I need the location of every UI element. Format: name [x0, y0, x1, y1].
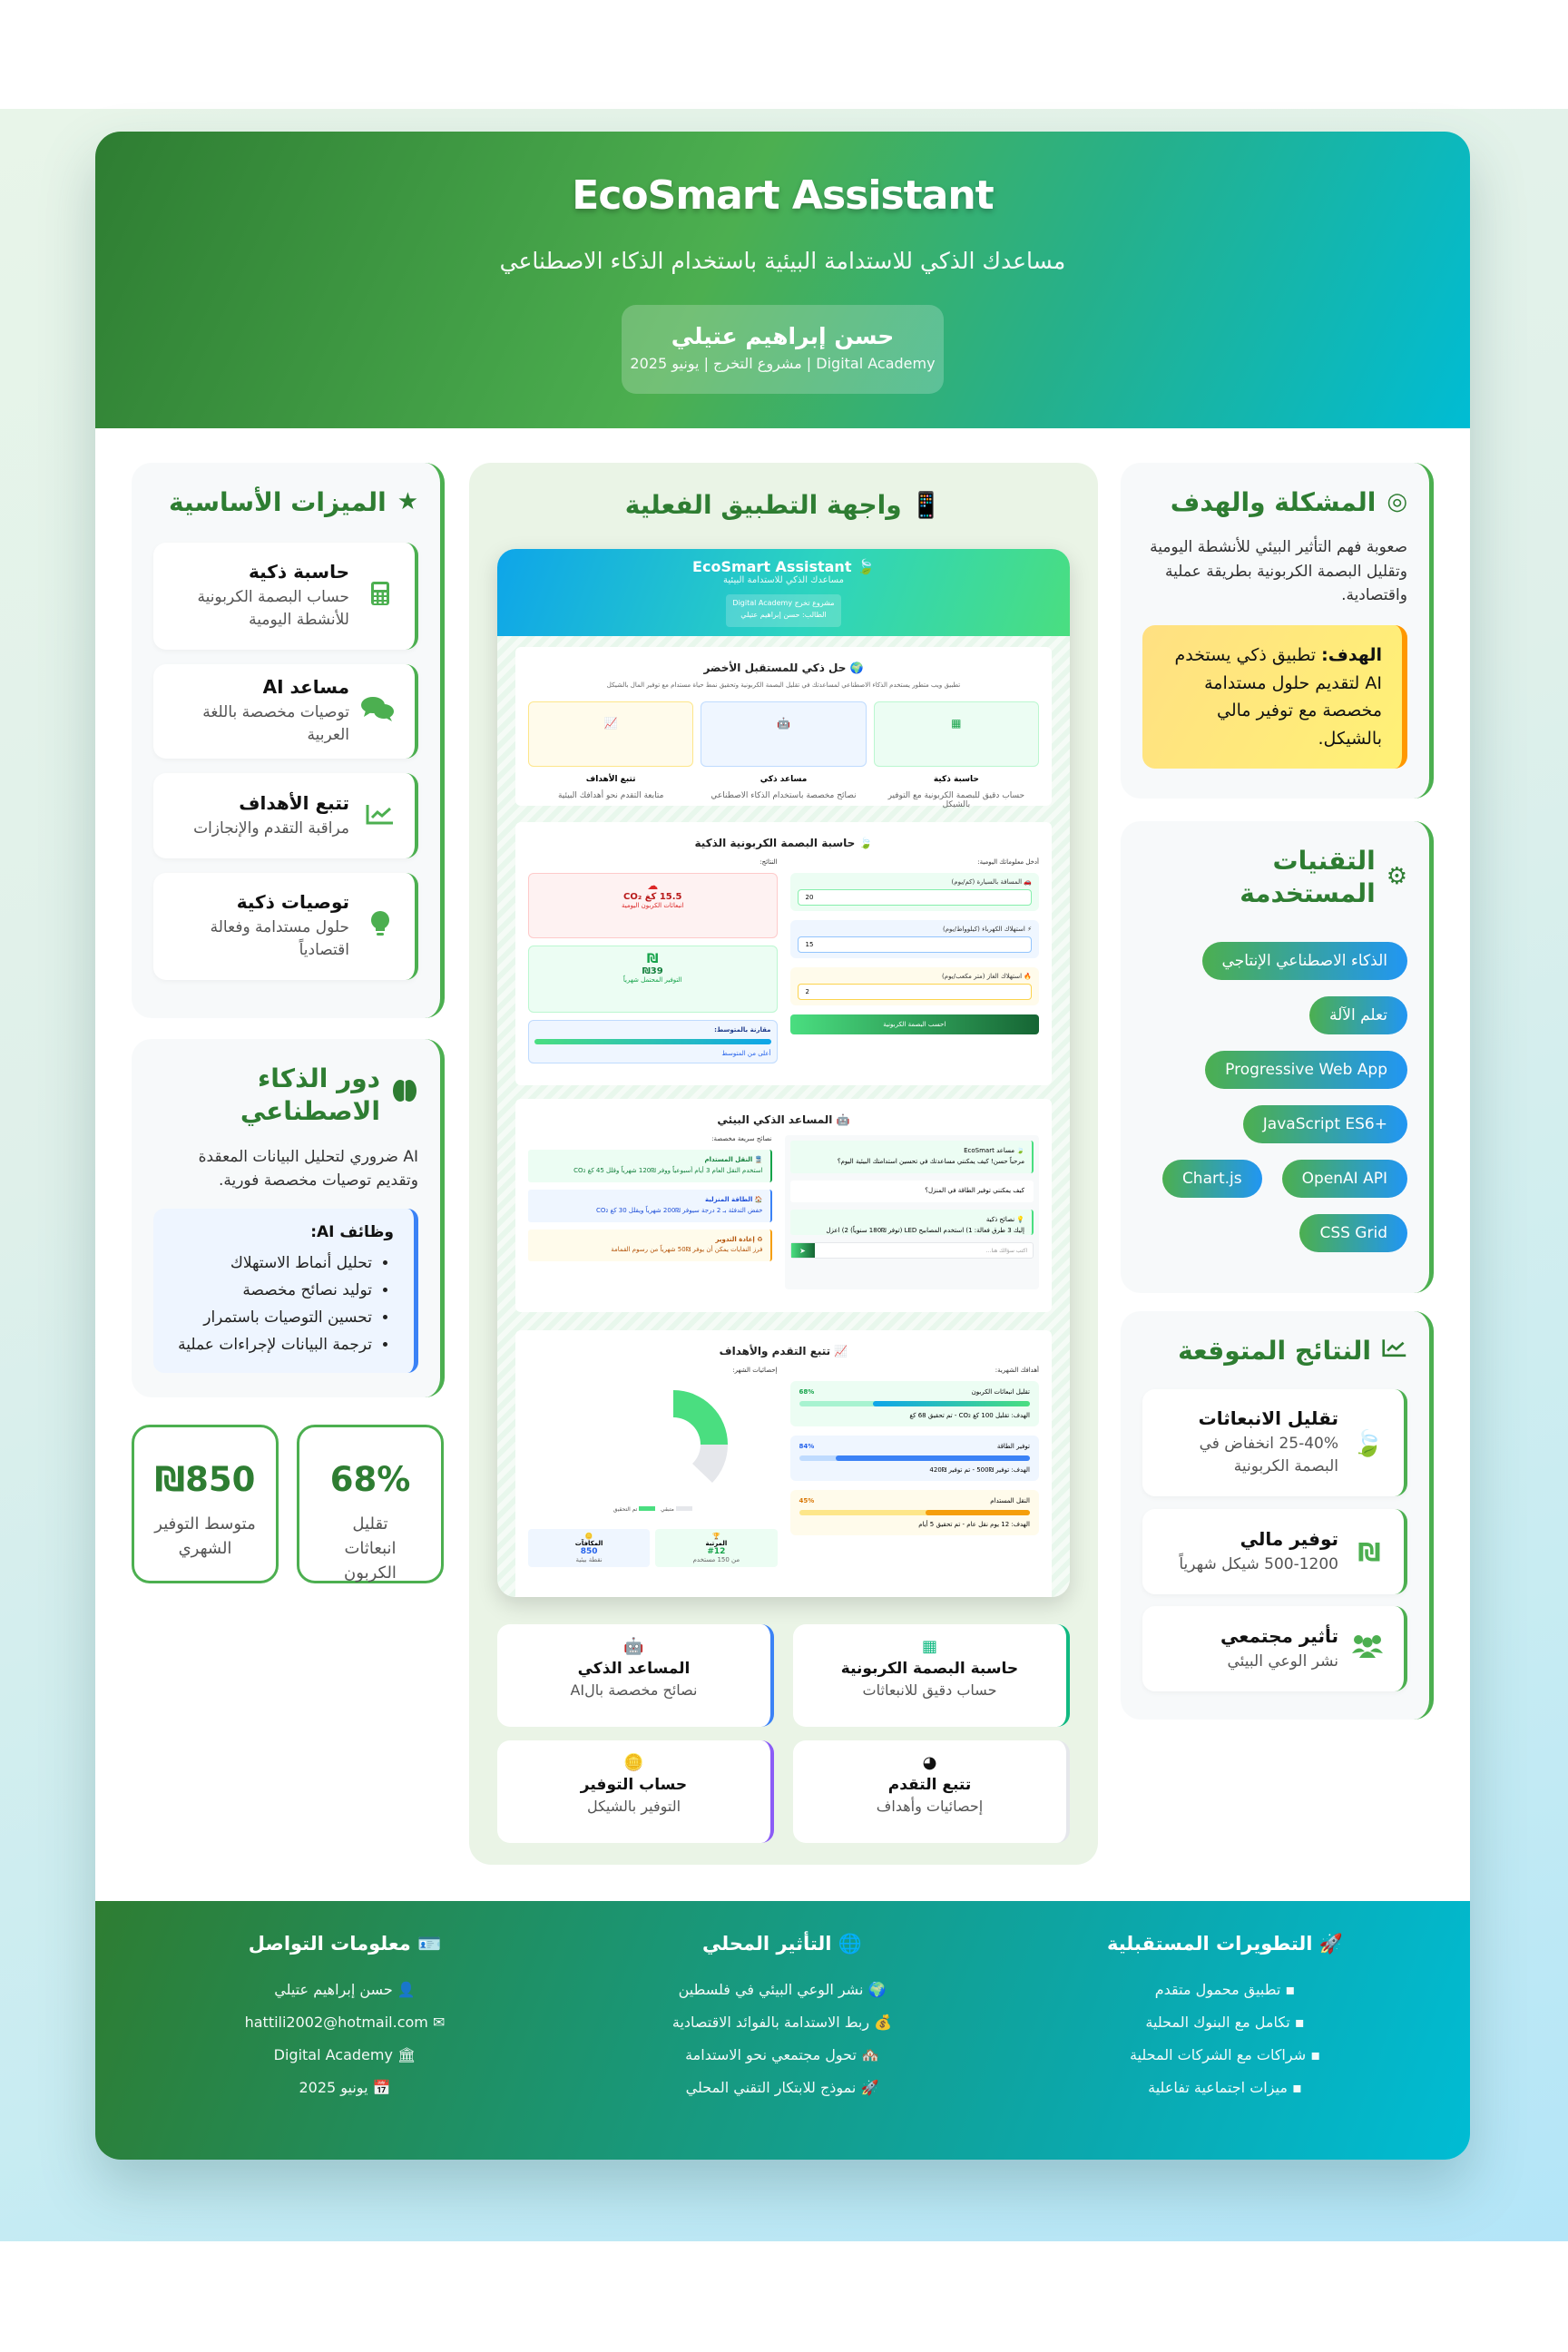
- contact-org: Digital Academy: [273, 2046, 393, 2063]
- ai-function-item: • توليد نصائح مخصصة: [173, 1278, 372, 1305]
- intro-card-goals[interactable]: 📈 تتبع الأهداف متابعة التقدم نحو أهدافك البيئية: [528, 701, 693, 767]
- feature-item: [153, 773, 418, 858]
- calc-results-title: النتائج:: [760, 858, 778, 866]
- car-distance-input[interactable]: 20: [798, 889, 1033, 906]
- globe-icon: 🌐: [838, 1933, 862, 1955]
- car-icon: 🚗: [1024, 878, 1032, 886]
- header: [95, 132, 1470, 428]
- feature-title: مساعد AI: [262, 676, 349, 699]
- feature-title: تتبع الأهداف: [239, 791, 349, 814]
- feature-title: توصيات ذكية: [236, 891, 349, 914]
- rank-card: 🏆 المرتبة #12 من 150 مستخدم: [655, 1529, 777, 1567]
- smog-icon: ☁: [647, 879, 659, 892]
- app-interface-title: 📱 واجهة التطبيق الفعلية: [624, 490, 943, 520]
- calendar-icon: 📅: [372, 2079, 391, 2096]
- globe-icon: 🌍: [849, 662, 864, 674]
- calculator-icon: ▦: [951, 717, 962, 730]
- feature-desc: توصيات مخصصة باللغة العربية: [202, 703, 349, 744]
- feature-desc: حساب البصمة الكربونية للأنشطة اليومية: [197, 588, 349, 629]
- star-icon: ★: [397, 488, 418, 516]
- electricity-input[interactable]: 15: [798, 936, 1033, 953]
- calculator-icon: ▦: [921, 1637, 937, 1656]
- goal-text: تطبيق ذكي يستخدم AI لتقديم حلول مستدامة مخصصة مع توفير مالي بالشيكل.: [1174, 645, 1382, 749]
- tip-recycling: ♻ إعادة التدوير فرز النفايات يمكن أن يوفر ₪50 شهرياً من رسوم القمامة: [528, 1230, 772, 1262]
- feature-title: حاسبة ذكية: [248, 561, 349, 583]
- footer-contact: 🪪 معلومات التواصل 👤 حسن إبراهيم عتيلي ✉ hattili2002@hotmail.com 🏛 Digital Academy 📅 يونيو 2025: [244, 1933, 446, 2096]
- tech-chip: CSS Grid: [1299, 1214, 1407, 1252]
- footer-future: 🚀 التطويرات المستقبلية ▪ تطبيق محمول متقدم ▪ تكامل مع البنوك المحلية ▪ شراكات مع الشركات المحلية ▪ ميزات اجتماعية تفاعلية: [1107, 1933, 1343, 2096]
- student-badge: [622, 305, 944, 394]
- chat-input[interactable]: اكتب سؤالك هنا...: [985, 1247, 1027, 1254]
- stat-card-emissions: [297, 1425, 444, 1583]
- bolt-icon: ⚡: [1027, 926, 1032, 933]
- card-savings[interactable]: 🪙 حساب التوفير التوفير بالشيكل: [497, 1740, 774, 1843]
- stats-title: إحصائيات الشهر:: [732, 1367, 778, 1374]
- fire-icon: 🔥: [1024, 973, 1032, 980]
- chart-legend: متبقي تم التحقيق: [528, 1506, 778, 1513]
- card-carbon-calculator[interactable]: ▦ حاسبة البصمة الكربونية حساب دقيق للانبعاثات: [793, 1624, 1070, 1727]
- brain-icon: [391, 1077, 418, 1113]
- leaf-icon: 🍃: [857, 558, 875, 575]
- savings-result: ₪ ₪39 التوفير المحتمل شهرياً: [528, 946, 778, 1013]
- gas-input[interactable]: 2: [798, 984, 1033, 1000]
- calculator-icon: [366, 581, 395, 612]
- comments-icon: [366, 695, 395, 729]
- app-intro-text: تطبيق ويب متطور يستخدم الذكاء الاصطناعي لمساعدتك في تقليل البصمة الكربونية وتحقيق نمط حياة مستدام مع توفير المال بالشيكل: [606, 681, 961, 689]
- goals-title: أهدافك الشهرية:: [995, 1367, 1039, 1374]
- tech-panel: [1121, 821, 1434, 1293]
- page-subtitle: مساعدك الذكي للاستدامة البيئية باستخدام الذكاء الاصطناعي: [499, 248, 1066, 274]
- contact-date: يونيو 2025: [299, 2079, 368, 2096]
- doughnut-chart: [569, 1381, 778, 1499]
- page-title: EcoSmart Assistant: [572, 172, 994, 219]
- chart-line-icon: [1382, 1336, 1407, 1367]
- stat-value: ₪850: [154, 1460, 256, 1499]
- stat-label: متوسط التوفير الشهري: [154, 1514, 256, 1558]
- features-title: الميزات الأساسية: [169, 487, 387, 517]
- coins-icon: 🪙: [584, 1533, 593, 1540]
- goal-transport: النقل المستدام 45% الهدف: 12 يوم نقل عام - تم تحقيق 5 أيام: [790, 1490, 1040, 1535]
- tech-chip: Chart.js: [1162, 1160, 1262, 1198]
- chat-message-bot: 💡 نصائح ذكية إليك 3 طرق فعالة: 1) استخدم المصابيح LED (توفر ₪180 سنوياً) 2) اعزل: [790, 1210, 1034, 1235]
- chart-line-icon: 📈: [603, 717, 618, 730]
- chart-line-icon: 📈: [834, 1345, 848, 1357]
- features-panel: [132, 463, 445, 1018]
- ai-functions-box: [153, 1209, 418, 1373]
- ai-role-title: دور الذكاء الاصطناعي: [240, 1063, 380, 1127]
- feature-desc: حلول مستدامة وفعالة اقتصادياً: [210, 918, 349, 959]
- stat-label: تقليل انبعاثات الكربون: [344, 1514, 397, 1583]
- compare-box: مقارنة بالمتوسط: أعلى من المتوسط: [528, 1020, 778, 1063]
- leaf-icon: 🍃: [858, 837, 873, 849]
- stat-card-savings: [132, 1425, 279, 1583]
- tech-chip: JavaScript ES6+: [1243, 1105, 1407, 1143]
- results-title: النتائج المتوقعة: [1178, 1336, 1371, 1366]
- electricity-field: ⚡ استهلاك الكهرباء (كيلوواط/يوم) 15: [790, 920, 1040, 958]
- student-meta: Digital Academy | مشروع التخرج | يونيو 2025: [630, 355, 936, 372]
- rocket-icon: 🚀: [1318, 1933, 1343, 1955]
- car-distance-field: 🚗 المسافة بالسيارة (كم/يوم) 20: [790, 873, 1040, 911]
- chart-pie-icon: ◕: [922, 1753, 937, 1772]
- goal-label: الهدف:: [1321, 645, 1382, 666]
- robot-icon: 🤖: [623, 1637, 644, 1656]
- intro-card-calculator[interactable]: ▦ حاسبة ذكية حساب دقيق للبصمة الكربونية مع التوفير بالشيكل: [874, 701, 1039, 767]
- goal-box: [1142, 625, 1407, 769]
- ai-function-item: • تحسين التوصيات باستمرار: [173, 1305, 372, 1332]
- ai-function-item: • ترجمة البيانات لإجراءات عملية: [173, 1332, 372, 1359]
- results-panel: [1121, 1311, 1434, 1720]
- gas-field: 🔥 استهلاك الغاز (متر مكعب/يوم) 2: [790, 967, 1040, 1005]
- feature-item: [153, 543, 418, 650]
- ai-function-item: • تحليل أنماط الاستهلاك: [173, 1250, 372, 1278]
- send-button[interactable]: ➤: [791, 1243, 815, 1258]
- emissions-result: ☁ 15.5 كغ CO₂ انبعاثات الكربون اليومية: [528, 873, 778, 938]
- chat-message-user: كيف يمكنني توفير الطاقة في المنزل؟: [790, 1181, 1034, 1202]
- id-card-icon: 🪪: [417, 1933, 442, 1955]
- intro-card-assistant[interactable]: 🤖 مساعد ذكي نصائح مخصصة باستخدام الذكاء الاصطناعي: [701, 701, 866, 767]
- student-name: حسن إبراهيم عتيلي: [671, 323, 895, 349]
- mobile-icon: 📱: [910, 490, 943, 520]
- robot-icon: 🤖: [777, 717, 790, 730]
- lightbulb-icon: [366, 910, 395, 944]
- ai-role-text: AI ضروري لتحليل البيانات المعقدة وتقديم توصيات مخصصة فورية.: [198, 1147, 418, 1191]
- shekel-icon: ₪: [646, 952, 659, 966]
- problem-title: المشكلة والهدف: [1170, 487, 1377, 517]
- calculate-button[interactable]: احسب البصمة الكربونية: [790, 1014, 1040, 1034]
- goal-carbon: تقليل انبعاثات الكربون 68% الهدف: تقليل 100 كغ CO₂ - تم تحقيق 68 كغ: [790, 1381, 1040, 1426]
- leaf-icon: 🍃: [1352, 1427, 1384, 1458]
- trophy-icon: 🏆: [712, 1533, 720, 1540]
- university-icon: 🏛: [397, 2046, 416, 2063]
- app-header: [497, 549, 1070, 636]
- app-title: EcoSmart Assistant: [692, 558, 852, 575]
- tech-chip: تعلم الآلة: [1309, 996, 1407, 1034]
- app-interface-panel: [469, 463, 1098, 1865]
- user-icon: 👤: [397, 1981, 416, 1998]
- robot-icon: 🤖: [836, 1113, 850, 1126]
- app-progress-section: 📈 تتبع التقدم والأهداف أهدافك الشهرية: تقليل انبعاثات الكربون 68% الهدف: تقليل 100 كغ CO₂ - تم تحقيق 68 كغ توفير الطاقة 84% الهدف: توفير ₪500 - تم توفير ₪420 النقل المستدام 45% الهدف: 12 يوم نقل عام - تم تحقيق 5 أيام إحصائيات الشهر: متبقي تم التحقيق 🏆 المرتبة #12 من 150 مستخدم 🪙 المكافآت 850 نقطة بيئية: [515, 1330, 1052, 1597]
- tech-title: التقنيات المستخدمة: [1240, 846, 1376, 909]
- stat-value: 68%: [329, 1460, 411, 1499]
- feature-desc: مراقبة التقدم والإنجازات: [193, 818, 349, 838]
- ai-functions-title: وظائف AI:: [310, 1223, 394, 1242]
- footer: [95, 1901, 1470, 2160]
- footer-impact: 🌐 التأثير المحلي 🌍 نشر الوعي البيئي في فلسطين 💰 ربط الاستدامة بالفوائد الاقتصادية 🏘️ تحول مجتمعي نحو الاستدامة 🚀 نموذج للابتكار التقني المحلي: [671, 1933, 893, 2096]
- shekel-icon: ₪: [1357, 1536, 1381, 1567]
- poster-card: [95, 132, 1470, 2160]
- coins-icon: 🪙: [623, 1753, 644, 1772]
- tech-chip: OpenAI API: [1282, 1160, 1407, 1198]
- app-screenshot: [497, 549, 1070, 1597]
- card-smart-assistant[interactable]: 🤖 المساعد الذكي نصائح مخصصة بالAI: [497, 1624, 774, 1727]
- tip-transport: 🚆 النقل المستدام استخدم النقل العام 3 أيام أسبوعياً ووفر ₪120 شهرياً وقلل 45 كغ CO₂: [528, 1150, 772, 1182]
- tech-chip: الذكاء الاصطناعي الإنتاجي: [1202, 942, 1407, 980]
- result-item: ₪ توفير مالي 500-1200 شيكل شهرياً: [1142, 1509, 1407, 1594]
- app-intro-section: 🌍 حل ذكي للمستقبل الأخضر تطبيق ويب متطور يستخدم الذكاء الاصطناعي لمساعدتك في تقليل البصمة الكربونية وتحقيق نمط حياة مستدام مع توفير المال بالشيكل ▦ حاسبة ذكية حساب دقيق للبصمة الكربونية مع التوفير بالشيكل 🤖 مساعد ذكي نصائح مخصصة باستخدام الذكاء الاصطناعي 📈 تتبع الأهداف متابعة التقدم نحو أهدافك البيئية: [515, 647, 1052, 806]
- envelope-icon: ✉: [432, 2014, 446, 2031]
- chat-message-bot: 🍃 مساعد EcoSmart مرحباً حسن! كيف يمكنني مساعدتك في تحسين استدامتك البيئية اليوم؟: [790, 1141, 1034, 1173]
- chart-line-icon: [366, 801, 395, 831]
- rewards-card: 🪙 المكافآت 850 نقطة بيئية: [528, 1529, 650, 1567]
- app-subtitle: مساعدك الذكي للاستدامة البيئية: [723, 575, 844, 585]
- calc-inputs-title: أدخل معلوماتك اليومية:: [977, 858, 1039, 866]
- chat-area: [785, 1135, 1040, 1289]
- tech-chip: Progressive Web App: [1205, 1051, 1407, 1089]
- app-assistant-section: 🤖 المساعد الذكي البيئي 🍃 مساعد EcoSmart مرحباً حسن! كيف يمكنني مساعدتك في تحسين استدامتك البيئية اليوم؟ كيف يمكنني توفير الطاقة في المنزل؟ 💡 نصائح ذكية إليك 3 طرق فعالة: 1) استخدم المصابيح LED (توفر ₪180 سنوياً) 2) اعزل اكتب سؤالك هنا... ➤ نصائح سريعة مخصصة: 🚆 النقل المستدام استخدم النقل العام 3 أيام أسبوعياً ووفر ₪120 شهرياً وقلل 45 كغ CO₂ 🏠 الطاقة المنزلية خفض التدفئة بـ 2 درجة سيوفر ₪200 شهرياً ويقلل 30 كغ CO₂ ♻ إعادة التدوير فرز النفايات يمكن أن يوفر ₪50 شهرياً من رسوم القمامة: [515, 1099, 1052, 1312]
- card-progress-tracking[interactable]: ◕ تتبع التقدم إحصائيات وأهداف: [793, 1740, 1070, 1843]
- cogs-icon: ⚙: [1386, 863, 1407, 891]
- goal-energy: توفير الطاقة 84% الهدف: توفير ₪500 - تم توفير ₪420: [790, 1436, 1040, 1481]
- tips-title: نصائح سريعة مخصصة:: [711, 1135, 772, 1142]
- ai-role-panel: [132, 1039, 445, 1397]
- feature-item: [153, 873, 418, 980]
- lightbulb-icon: 💡: [1016, 1215, 1024, 1223]
- bullseye-icon: ◎: [1387, 488, 1407, 516]
- contact-name: حسن إبراهيم عتيلي: [274, 1981, 393, 1998]
- app-badge: مشروع تخرج Digital Academy الطالب: حسن إبراهيم عتيلي: [726, 594, 841, 627]
- contact-email[interactable]: hattili2002@hotmail.com: [244, 2014, 428, 2031]
- result-item: تأثير مجتمعي نشر الوعي البيئي: [1142, 1606, 1407, 1691]
- result-item: 🍃 تقليل الانبعاثات 25-40% انخفاض في البصمة الكربونية: [1142, 1389, 1407, 1496]
- tip-energy: 🏠 الطاقة المنزلية خفض التدفئة بـ 2 درجة سيوفر ₪200 شهرياً ويقلل 30 كغ CO₂: [528, 1190, 772, 1222]
- app-body: [497, 636, 1070, 1597]
- users-icon: [1355, 1633, 1384, 1665]
- problem-panel: [1121, 463, 1434, 799]
- leaf-icon: 🍃: [1016, 1147, 1024, 1154]
- problem-text: صعوبة فهم التأثير البيئي للأنشطة اليومية وتقليل البصمة الكربونية بطريقة عملية واقتصادية.: [1150, 538, 1407, 605]
- feature-item: [153, 664, 418, 759]
- app-calculator-section: 🍃 حاسبة البصمة الكربونية الذكية أدخل معلوماتك اليومية: 🚗 المسافة بالسيارة (كم/يوم) 20 ⚡ استهلاك الكهرباء (كيلوواط/يوم) 15 🔥 استهلاك الغاز (متر مكعب/يوم) 2 احسب البصمة الكربونية النتائج: ☁ 15.5 كغ CO₂ انبعاثات الكربون اليومية ₪ ₪39 التوفير المحتمل شهرياً مقارنة بالمتوسط: أعلى من المتوسط: [515, 822, 1052, 1085]
